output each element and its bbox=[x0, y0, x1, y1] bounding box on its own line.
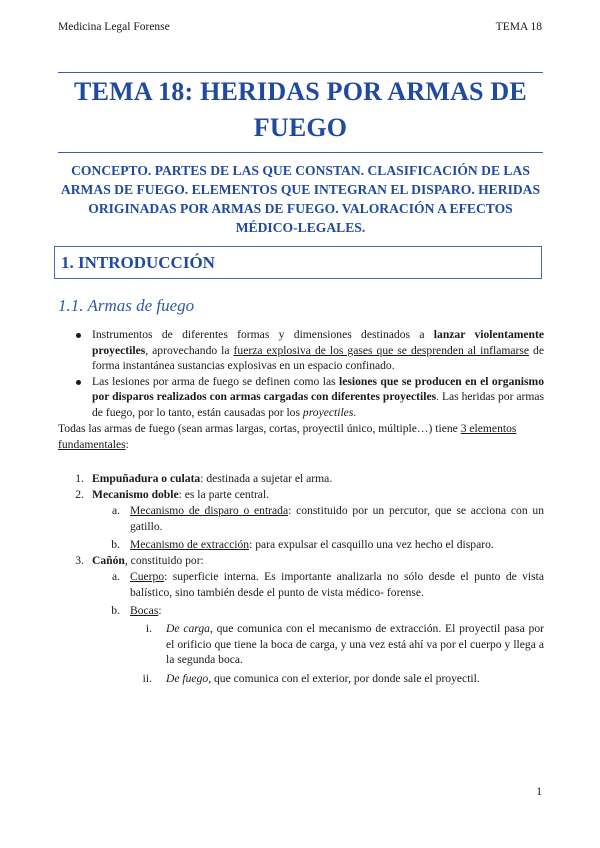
section-heading-box bbox=[54, 246, 542, 279]
bullet-list bbox=[58, 327, 544, 420]
topic-summary: CONCEPTO. PARTES DE LAS QUE CONSTAN. CLASIFICACIÓN DE LAS ARMAS DE FUEGO. ELEMENTOS QUE INTEGRAN EL DISPARO. HERIDAS ORIGINADAS POR ARMAS DE FUEGO. VALORACIÓN A EFECTOS MÉDICO-LEGALES. bbox=[60, 163, 541, 235]
running-header-left: Medicina Legal Forense bbox=[58, 21, 170, 33]
section-heading: 1. INTRODUCCIÓN bbox=[61, 253, 215, 272]
bullet-item-1: Instrumentos de diferentes formas y dimensiones destinados a lanzar violentamente proyectiles, aprovechando la fuerza explosiva de los gases que se desprenden al inflamarse de forma instantánea sustancias explosivas en un espacio confinado. bbox=[58, 327, 544, 374]
bullet-item-2: Las lesiones por arma de fuego se definen como las lesiones que se producen en el organismo por disparos realizados con armas cargadas con diferentes proyectiles. Las heridas por armas de fuego, por lo tanto, están causadas por los proyectiles. bbox=[58, 374, 544, 421]
bullet-dot bbox=[76, 380, 81, 385]
bullet-dot bbox=[76, 333, 81, 338]
title-bottom-rule bbox=[58, 152, 543, 153]
title-top-rule bbox=[58, 72, 543, 73]
page-number: 1 bbox=[536, 786, 542, 798]
page-title: TEMA 18: HERIDAS POR ARMAS DE FUEGO bbox=[74, 77, 527, 142]
intro-paragraph: Todas las armas de fuego (sean armas largas, cortas, proyectil único, múltiple…) tiene 3 elementos fundamentales: bbox=[58, 422, 517, 451]
subsection-heading: 1.1. Armas de fuego bbox=[58, 296, 195, 315]
running-header-right: TEMA 18 bbox=[495, 21, 542, 33]
